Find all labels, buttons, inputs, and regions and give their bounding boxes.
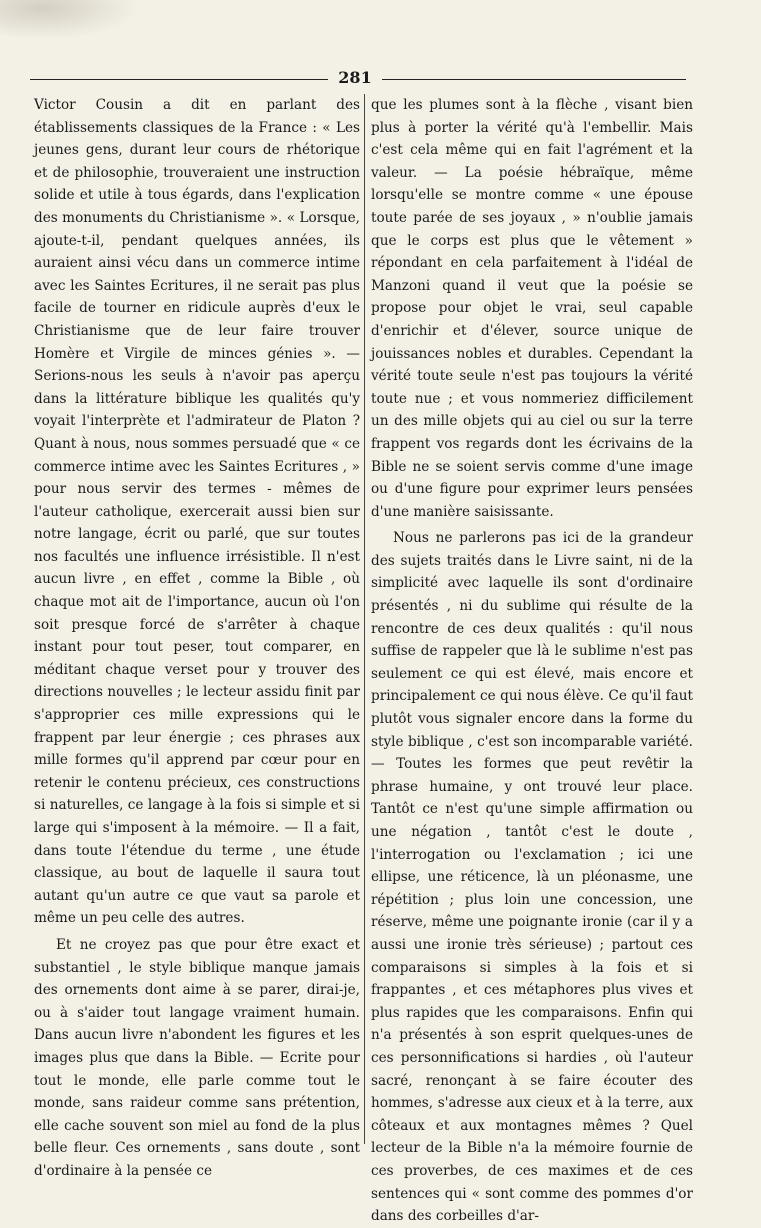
page-number: 281 [338, 68, 372, 87]
left-paragraph-1: Victor Cousin a dit en parlant des établissements classiques de la France : « Les jeunes gens, durant leur cours de rhétorique et de philosophie, trouveraient une instruction solide et utile à tous égards, dans l'explication des monuments du Christianisme ». « Lorsque, ajoute-t-il, pendant quelques années, ils auraient ainsi vécu dans un commerce intime avec les Saintes Ecritures, il ne serait pas plus facile de tourner en ridicule auprès d'eux le Christianisme que de leur faire trouver Homère et Virgile de minces génies ». — Serions-nous les seuls à n'avoir pas aperçu dans la littérature biblique les qualités qu'y voyait l'interprète et l'admirateur de Platon ? Quant à nous, nous sommes persuadé que « ce commerce intime avec les Saintes Ecritures , » pour nous servir des termes - mêmes de l'auteur catholique, exercerait aussi bien sur notre langage, écrit ou parlé, que sur toutes nos facultés une influence irrésistible. Il n'est aucun livre , en effet , comme la Bible , où chaque mot ait de l'importance, aucun où l'on soit presque forcé de s'arrêter à chaque instant pour tout peser, tout comparer, en méditant chaque verset pour y trouver des directions nouvelles ; le lecteur assidu finit par s'approprier ces mille expressions qui le frappent par leur énergie ; ces phrases aux mille formes qu'il apprend par cœur pour en retenir le contenu précieux, ces constructions si naturelles, ce langage à la fois si simple et si large qui s'imposent à la mémoire. — Il a fait, dans toute l'étendue du terme , une étude classique, au bout de laquelle il saura tout autant qu'un autre ce que vaut sa parole et même un peu celle des autres. [34, 97, 360, 927]
right-paragraph-1: que les plumes sont à la flèche , visant bien plus à porter la vérité qu'à l'embellir. Mais c'est cela même qui en fait l'agrément et la valeur. — La poésie hébraïque, même lorsqu'elle se montre comme « une épouse toute parée de ses joyaux , » n'oublie jamais que le corps est plus que le vêtement » répondant en cela parfaitement à l'idéal de Manzoni quand il veut que la poésie se propose pour objet le vrai, seul capable d'enrichir et d'élever, source unique de jouissances nobles et durables. Cependant la vérité toute seule n'est pas toujours la vérité toute nue ; et vous nommeriez difficilement un des mille objets qui au ciel ou sur la terre frappent vos regards dont les écrivains de la Bible ne se soient servis comme d'une image ou d'une figure pour exprimer leurs pensées d'une manière saisissante. [371, 97, 693, 520]
right-paragraph-2: Nous ne parlerons pas ici de la grandeur des sujets traités dans le Livre saint, ni de la simplicité avec laquelle ils sont d'ordinaire présentés , ni du sublime qui résulte de la rencontre de ces deux qualités : qu'il nous suffise de rappeler que là le sublime n'est pas seulement ce qui est élevé, mais encore et principalement ce qui nous élève. Ce qu'il faut plutôt vous signaler encore dans la forme du style biblique , c'est son incomparable variété. — Toutes les formes que peut revêtir la phrase humaine, y ont trouvé leur place. Tantôt ce n'est qu'une simple affirmation ou une négation , tantôt c'est le doute , l'interrogation ou l'exclamation ; ici une ellipse, une réticence, là un pléonasme, une répétition ; plus loin une concession, une réserve, même une poignante ironie (car il y a aussi une ironie très sérieuse) ; partout ces comparaisons si simples à la fois et si frappantes , et ces métaphores plus vives et plus rapides que les comparaisons. Enfin qui n'a présentés à son esprit quelques-unes de ces personnifications si hardies , où l'auteur sacré, renonçant à se faire écouter des hommes, s'adresse aux cieux et à la terre, aux côteaux et aux montagnes mêmes ? Quel lecteur de la Bible n'a la mémoire fournie de ces proverbes, de ces maximes et de ces sentences qui « sont comme des pommes d'or dans des corbeilles d'ar- [371, 530, 693, 1225]
page-header [30, 68, 686, 92]
column-divider [364, 94, 365, 1144]
right-column [371, 94, 693, 1228]
paper-stain [0, 0, 140, 40]
header-rule-left [30, 79, 328, 80]
left-column [34, 94, 360, 1183]
header-rule-right [382, 79, 686, 80]
left-paragraph-2: Et ne croyez pas que pour être exact et substantiel , le style biblique manque jamais des ornements dont aime à se parer, dirai-je, ou à s'aider tout langage vraiment humain. Dans aucun livre n'abondent les figures et les images plus que dans la Bible. — Ecrite pour tout le monde, elle parle comme tout le monde, sans raideur comme sans prétention, elle cache souvent son miel au fond de la plus belle fleur. Ces ornements , sans doute , sont d'ordinaire à la pensée ce [34, 936, 360, 1179]
